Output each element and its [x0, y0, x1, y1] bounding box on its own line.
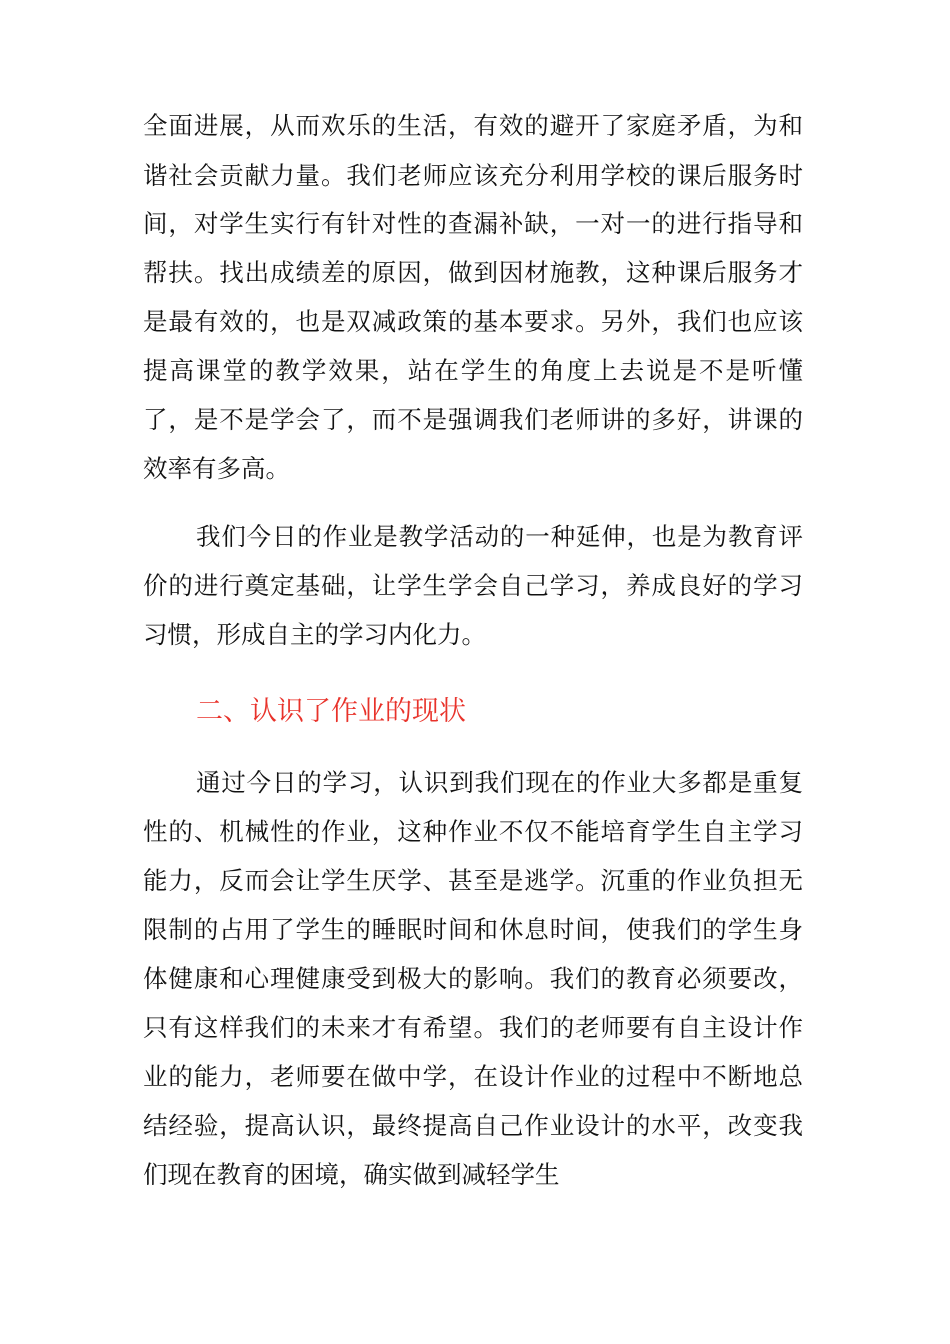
paragraph-3-line: 体健康和心理健康受到极大的影响。我们的教育必须要改， — [143, 964, 803, 993]
paragraph-3-line: 能力，反而会让学生厌学、甚至是逃学。沉重的作业负担无 — [143, 866, 803, 895]
paragraph-2-line: 价的进行奠定基础，让学生学会自己学习，养成良好的学习 — [143, 571, 803, 600]
paragraph-1-line: 谐社会贡献力量。我们老师应该充分利用学校的课后服务时 — [143, 161, 803, 190]
paragraph-3-line: 们现在教育的困境，确实做到减轻学生 — [143, 1160, 560, 1189]
paragraph-3-line: 通过今日的学习，认识到我们现在的作业大多都是重复 — [196, 768, 803, 797]
section-heading: 二、认识了作业的现状 — [196, 696, 466, 727]
paragraph-3-line: 只有这样我们的未来才有希望。我们的老师要有自主设计作 — [143, 1013, 803, 1042]
paragraph-1-line: 帮扶。找出成绩差的原因，做到因材施教，这种课后服务才 — [143, 258, 803, 287]
paragraph-1-line: 间，对学生实行有针对性的查漏补缺，一对一的进行指导和 — [143, 209, 803, 238]
paragraph-1-line: 提高课堂的教学效果，站在学生的角度上去说是不是听懂 — [143, 356, 803, 385]
paragraph-3-line: 结经验，提高认识，最终提高自己作业设计的水平，改变我 — [143, 1111, 803, 1140]
paragraph-2-line: 习惯，形成自主的学习内化力。 — [143, 620, 486, 649]
paragraph-3-line: 限制的占用了学生的睡眠时间和休息时间，使我们的学生身 — [143, 915, 803, 944]
paragraph-1-line: 了，是不是学会了，而不是强调我们老师讲的多好，讲课的 — [143, 405, 803, 434]
paragraph-1-line: 效率有多高。 — [143, 454, 290, 483]
paragraph-1-line: 全面进展，从而欢乐的生活，有效的避开了家庭矛盾，为和 — [143, 111, 803, 140]
paragraph-3-line: 性的、机械性的作业，这种作业不仅不能培育学生自主学习 — [143, 817, 803, 846]
paragraph-2-line: 我们今日的作业是教学活动的一种延伸，也是为教育评 — [196, 522, 803, 551]
paragraph-1-line: 是最有效的，也是双减政策的基本要求。另外，我们也应该 — [143, 307, 803, 336]
paragraph-3-line: 业的能力，老师要在做中学，在设计作业的过程中不断地总 — [143, 1062, 803, 1091]
